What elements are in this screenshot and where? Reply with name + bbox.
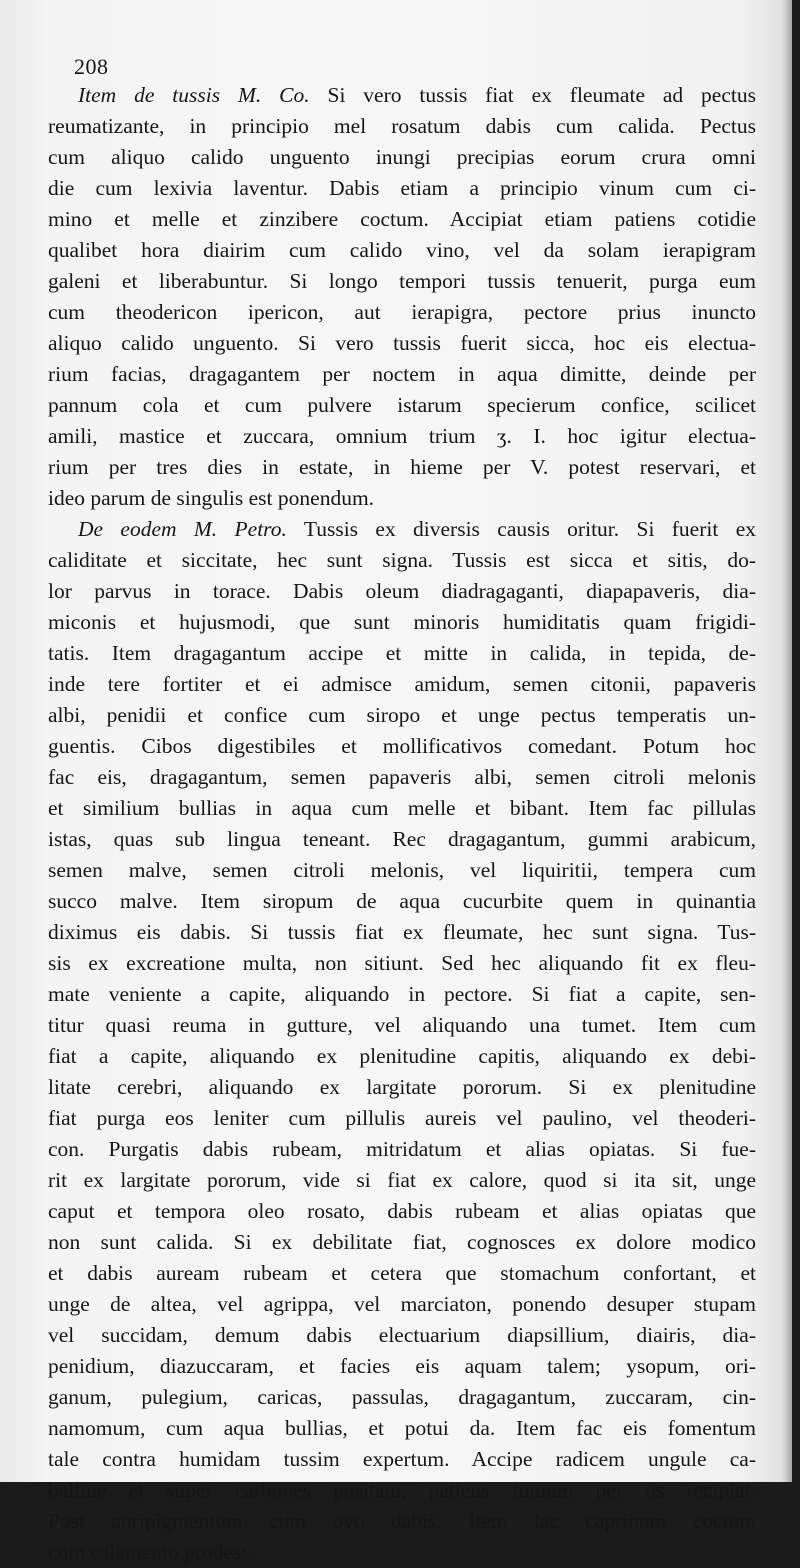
text-line: rit ex largitate pororum, vide si fiat ex calore, quod si ita sit, unge <box>48 1168 756 1192</box>
text-line <box>48 80 756 111</box>
text-line: cum aliquo calido unguento inungi precipias eorum crura omni <box>48 145 756 169</box>
text-line: semen malve, semen citroli melonis, vel liquiritii, tempera cum <box>48 858 756 882</box>
text-line: lor parvus in torace. Dabis oleum diadragaganti, diapapaveris, dia- <box>48 579 756 603</box>
text-line: rium per tres dies in estate, in hieme per V. potest reservari, et <box>48 455 756 479</box>
text-line: mino et melle et zinzibere coctum. Accipiat etiam patiens cotidie <box>48 207 756 231</box>
text-line: albi, penidii et confice cum siropo et unge pectus temperatis un- <box>48 703 756 727</box>
text-line <box>48 514 756 545</box>
text-line: et similium bullias in aqua cum melle et bibant. Item fac pillulas <box>48 796 756 820</box>
text-line: ideo parum de singulis est ponendum. <box>48 486 375 510</box>
text-line: amili, mastice et zuccara, omnium trium ʒ. I. hoc igitur electua- <box>48 424 756 448</box>
text-line: titur quasi reuma in gutture, vel aliquando una tumet. Item cum <box>48 1013 756 1037</box>
text-line: fiat purga eos leniter cum pillulis aureis vel paulino, vel theoderi- <box>48 1106 756 1130</box>
text-line: unge de altea, vel agrippa, vel marciaton, ponendo desuper stupam <box>48 1292 756 1316</box>
text-line: succo malve. Item siropum de aqua cucurbite quem in quinantia <box>48 889 756 913</box>
text-line: caput et tempora oleo rosato, dabis rubeam et alias opiatas que <box>48 1199 756 1223</box>
text-line: et dabis auream rubeam et cetera que stomachum confortant, et <box>48 1261 756 1285</box>
text-line: aliquo calido unguento. Si vero tussis fuerit sicca, hoc eis electua- <box>48 331 756 355</box>
text-line: pannum cola et cum pulvere istarum specierum confice, scilicet <box>48 393 756 417</box>
text-line: tatis. Item dragagantum accipe et mitte in calida, in tepida, de- <box>48 641 756 665</box>
text-line: litate cerebri, aliquando ex largitate pororum. Si ex plenitudine <box>48 1075 756 1099</box>
page-number: 208 <box>74 54 109 79</box>
text-line: galeni et liberabuntur. Si longo tempori tussis tenuerit, purga eum <box>48 269 756 293</box>
text-line: penidium, diazuccaram, et facies eis aquam talem; ysopum, ori- <box>48 1354 756 1378</box>
text-line: diximus eis dabis. Si tussis fiat ex fleumate, hec sunt signa. Tus- <box>48 920 756 944</box>
text-line: miconis et hujusmodi, que sunt minoris humiditatis quam frigidi- <box>48 610 756 634</box>
text-line: balline et super carbones positam, patiens fumum per os recipiat. <box>48 1478 756 1502</box>
text-line: caliditate et siccitate, hec sunt signa. Tussis est sicca et sitis, do- <box>48 548 756 572</box>
rubric-heading: De eodem M. Petro. <box>78 517 287 541</box>
text-line: rium facias, dragagantem per noctem in aqua dimitte, deinde per <box>48 362 756 386</box>
rubric-heading: Item de tussis M. Co. <box>78 83 310 107</box>
text-line: tale contra humidam tussim expertum. Accipe radicem ungule ca- <box>48 1447 756 1471</box>
line-text: Tussis ex diversis causis oritur. Si fuerit ex <box>286 517 756 541</box>
text-line: cum theodericon ipericon, aut ierapigra, pectore prius inuncto <box>48 300 756 324</box>
text-line: guentis. Cibos digestibiles et mollificativos comedant. Potum hoc <box>48 734 756 758</box>
line-text: Si vero tussis fiat ex fleumate ad pectus <box>309 83 756 107</box>
text-line: vel succidam, demum dabis electuarium diapsillium, diairis, dia- <box>48 1323 756 1347</box>
text-line: mate veniente a capite, aliquando in pectore. Si fiat a capite, sen- <box>48 982 756 1006</box>
text-line: Post auripigmentum cum ovo dabis. Item lac caprinum coctum <box>48 1509 756 1533</box>
text-line: die cum lexivia laventur. Dabis etiam a principio vinum cum ci- <box>48 176 756 200</box>
text-line: qualibet hora diairim cum calido vino, vel da solam ierapigram <box>48 238 756 262</box>
text-line: non sunt calida. Si ex debilitate fiat, cognosces ex dolore modico <box>48 1230 756 1254</box>
text-line: namomum, cum aqua bullias, et potui da. Item fac eis fomentum <box>48 1416 756 1440</box>
text-line: ganum, pulegium, caricas, passulas, dragagantum, zuccaram, cin- <box>48 1385 756 1409</box>
text-line: istas, quas sub lingua teneant. Rec dragagantum, gummi arabicum, <box>48 827 756 851</box>
text-line: reumatizante, in principio mel rosatum dabis cum calida. Pectus <box>48 114 756 138</box>
text-line: fiat a capite, aliquando ex plenitudine capitis, aliquando ex debi- <box>48 1044 756 1068</box>
text-line: con. Purgatis dabis rubeam, mitridatum et alias opiatas. Si fue- <box>48 1137 756 1161</box>
text-line: fac eis, dragagantum, semen papaveris albi, semen citroli melonis <box>48 765 756 789</box>
text-line: sis ex excreatione multa, non sitiunt. Sed hec aliquando fit ex fleu- <box>48 951 756 975</box>
page-text <box>48 80 756 1568</box>
text-line: inde tere fortiter et ei admisce amidum, semen citonii, papaveris <box>48 672 756 696</box>
text-line: cum calamento prodest. <box>48 1540 253 1564</box>
